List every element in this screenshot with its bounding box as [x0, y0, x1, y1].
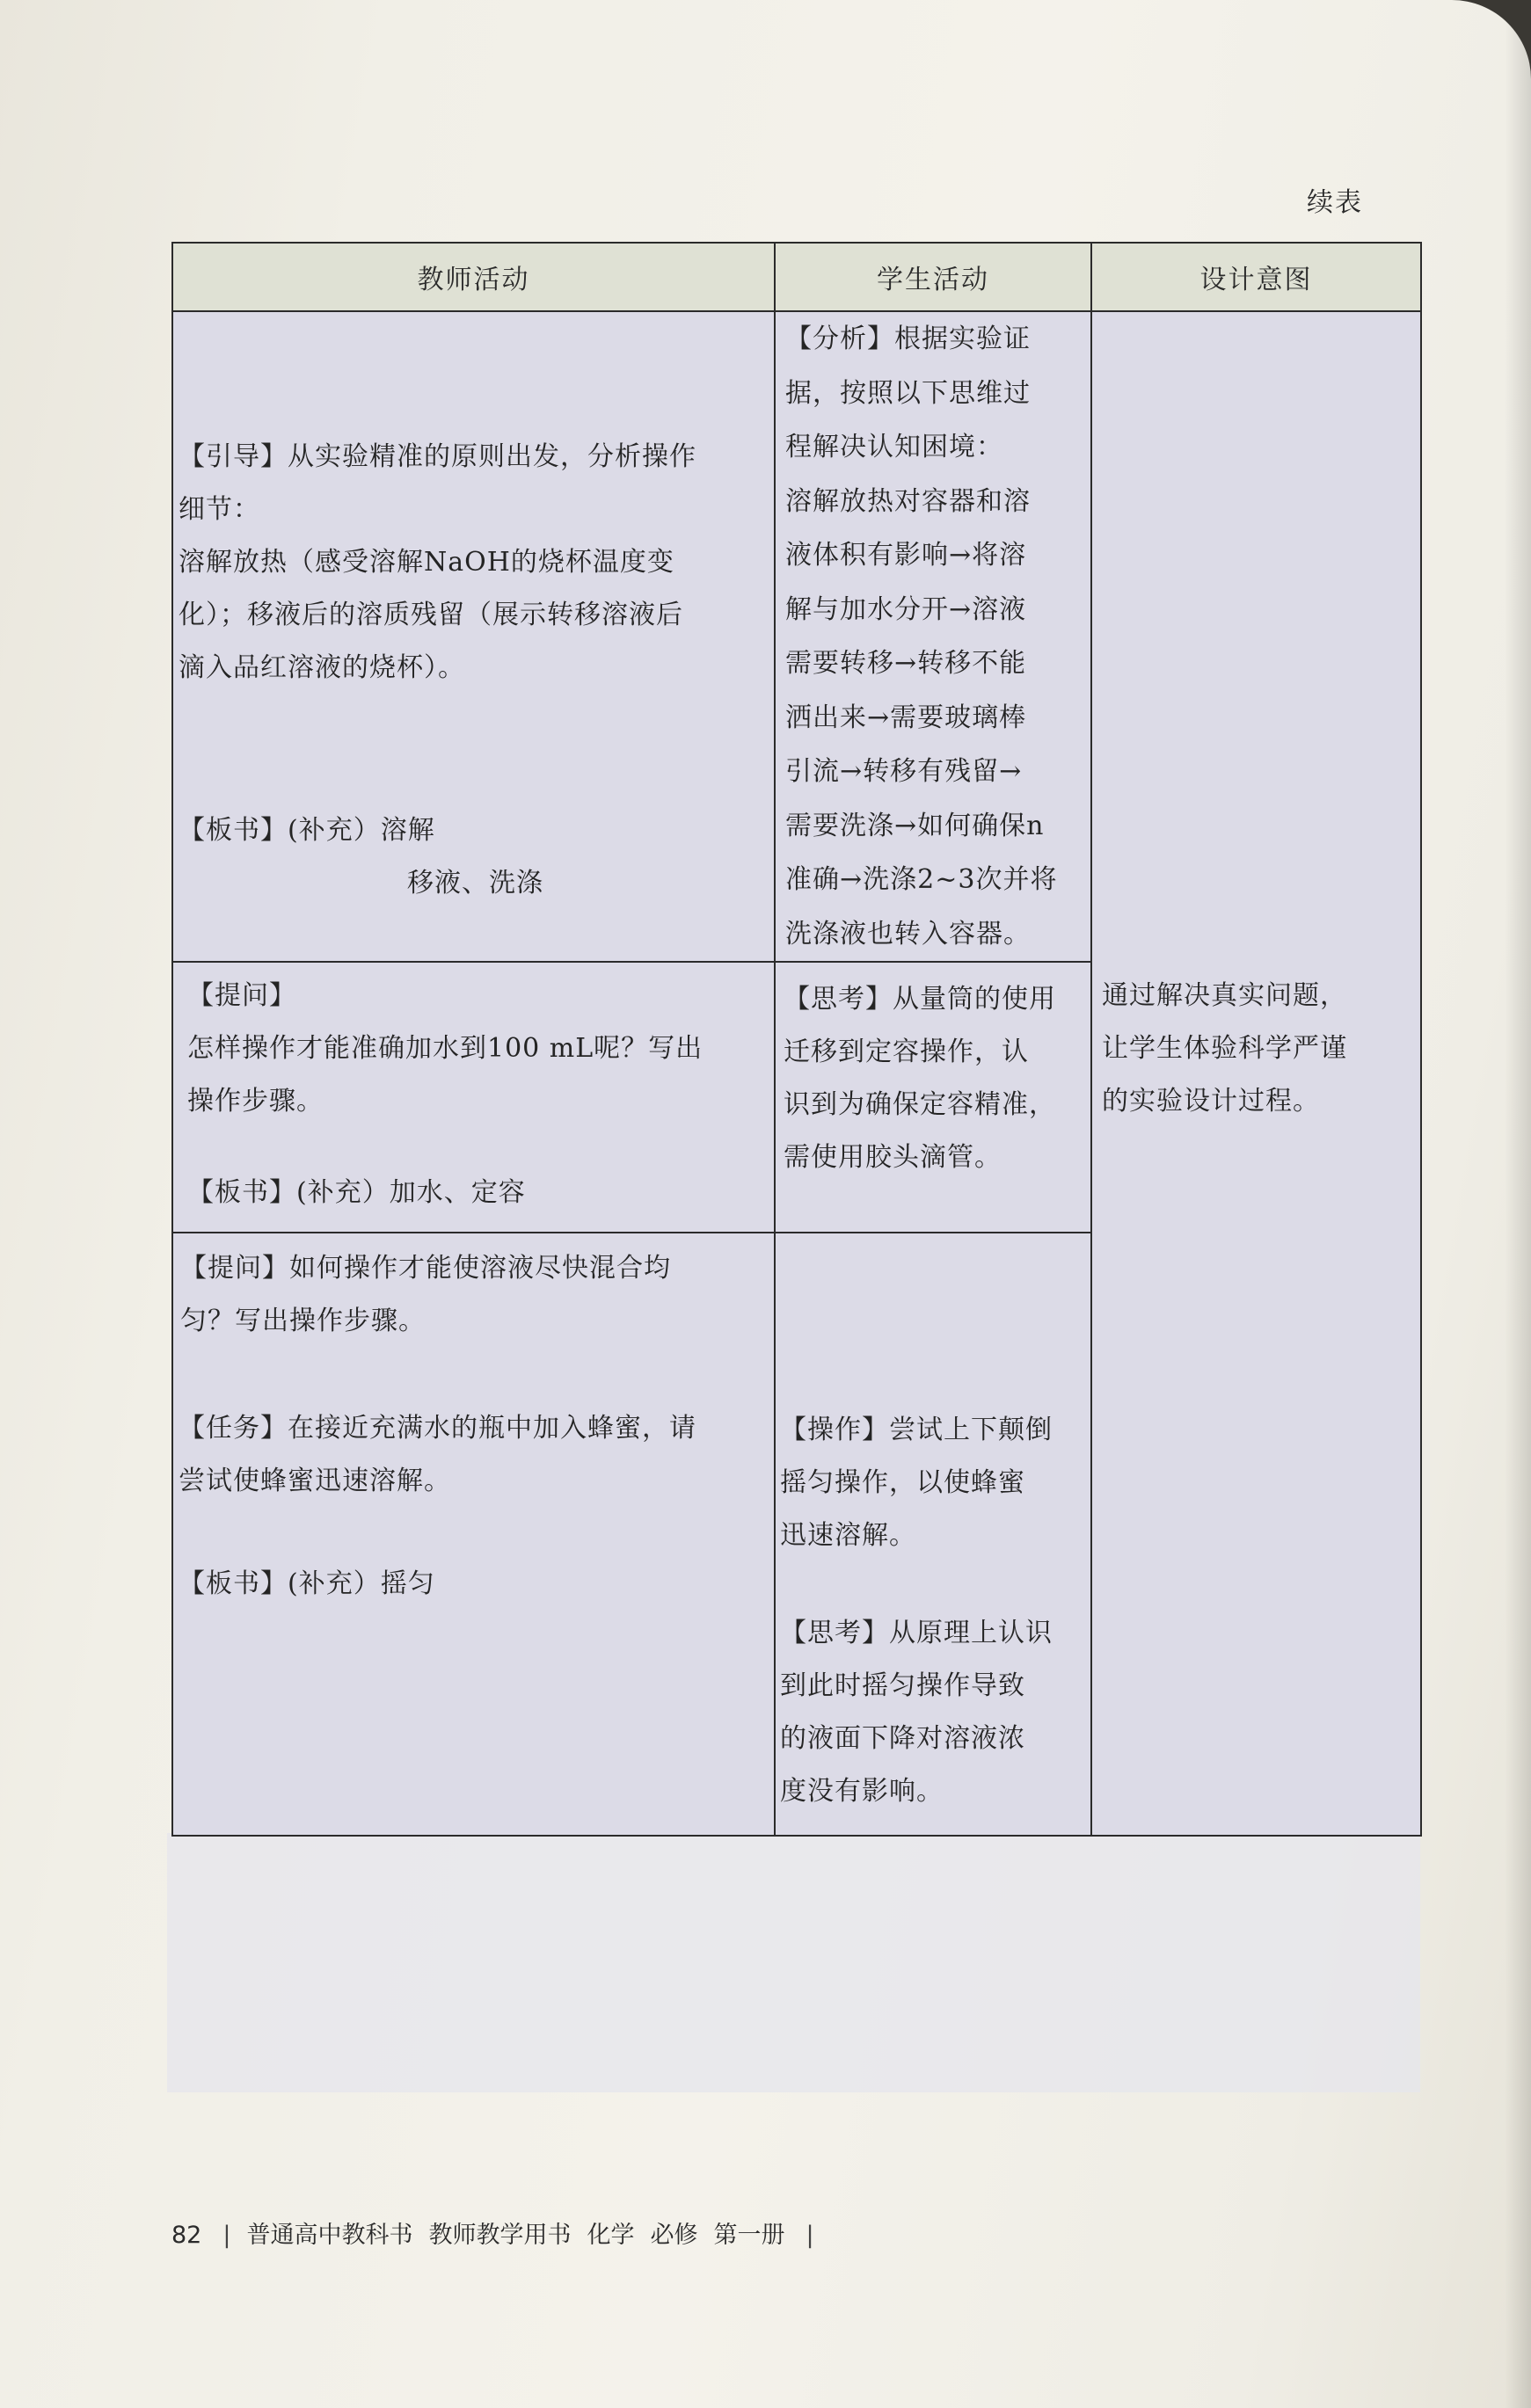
text-line: 操作步骤。: [187, 1086, 324, 1117]
footer-separator-end: |: [806, 2222, 814, 2249]
student-operate-text: [780, 1404, 1088, 1562]
text-line: 【板书】(补充）摇匀: [179, 1568, 435, 1599]
text-line: 需要转移→转移不能: [785, 648, 1027, 679]
text-line: 解与加水分开→溶液: [785, 593, 1027, 625]
text-line: 【思考】从原理上认识: [780, 1618, 1053, 1648]
text-line: 【分析】根据实验证: [785, 324, 1031, 354]
lesson-table: [171, 242, 1420, 1833]
text-line: 【提问】: [187, 980, 296, 1011]
footer-subject: 化学: [587, 2222, 635, 2249]
text-line: 【提问】如何操作才能使溶液尽快混合均: [180, 1253, 671, 1284]
text-line: 【操作】尝试上下颠倒: [780, 1415, 1053, 1445]
text-line: 需要洗涤→如何确保n: [785, 810, 1045, 841]
teacher-board-text-3: [179, 1558, 768, 1611]
student-think-text-1: [784, 973, 1087, 1184]
text-line: 度没有影响。: [780, 1776, 944, 1807]
footer-level: 必修: [650, 2222, 698, 2249]
teacher-board-text-2: [187, 1167, 768, 1219]
intent-text: [1102, 970, 1410, 1128]
text-line: 到此时摇匀操作导致: [780, 1670, 1025, 1701]
lower-shaded-area: [167, 1833, 1420, 2092]
teacher-guidance-text: [179, 431, 768, 695]
text-line: 移液、洗涤: [407, 868, 543, 898]
student-think-text-2: [780, 1607, 1088, 1818]
text-line: 溶解放热对容器和溶: [785, 485, 1031, 517]
text-line: 匀？写出操作步骤。: [180, 1306, 426, 1336]
footer-book: 普通高中教科书: [246, 2222, 413, 2249]
text-line: 迁移到定容操作，认: [784, 1037, 1029, 1067]
text-line: 【板书】(补充）加水、定容: [187, 1177, 526, 1208]
text-line: 【任务】在接近充满水的瓶中加入蜂蜜，请: [179, 1413, 696, 1444]
page-number: 82: [171, 2222, 202, 2249]
text-line: 通过解决真实问题，: [1102, 980, 1347, 1011]
text-line: 尝试使蜂蜜迅速溶解。: [179, 1466, 451, 1496]
page-footer: [171, 2215, 830, 2250]
page-edge-shadow: [1505, 0, 1531, 2408]
text-line: 【思考】从量筒的使用: [784, 984, 1056, 1015]
text-line: 程解决认知困境：: [785, 432, 1003, 462]
text-line: 细节：: [179, 494, 260, 525]
text-line: 溶解放热（感受溶解NaOH的烧杯温度变: [179, 547, 674, 578]
text-line: 怎样操作才能准确加水到100 mL呢？写出: [187, 1033, 704, 1064]
teacher-task-text: [179, 1402, 768, 1508]
header-teacher-activity: 教师活动: [172, 243, 775, 311]
teacher-question-text-2: [180, 1242, 769, 1348]
student-analysis-text: [785, 312, 1084, 961]
text-line: 识到为确保定容精准，: [784, 1089, 1056, 1120]
footer-guide: 教师教学用书: [428, 2222, 572, 2249]
text-line: 让学生体验科学严谨: [1102, 1033, 1347, 1064]
text-line: 迅速溶解。: [780, 1520, 916, 1551]
text-line: 洗涤液也转入容器。: [785, 918, 1031, 949]
text-line: 化）；移液后的溶质残留（展示转移溶液后: [179, 600, 683, 630]
text-line: 据，按照以下思维过: [785, 377, 1031, 409]
text-line: 洒出来→需要玻璃棒: [785, 702, 1027, 733]
text-line: 的液面下降对溶液浓: [780, 1723, 1025, 1754]
teacher-question-text-1: [187, 970, 768, 1128]
text-line: 【板书】(补充）溶解: [179, 815, 435, 846]
text-line: 准确→洗涤2~3次并将: [785, 864, 1058, 895]
footer-separator: |: [222, 2222, 231, 2249]
footer-volume: 第一册: [713, 2222, 785, 2249]
text-line: 摇匀操作，以使蜂蜜: [780, 1467, 1025, 1498]
text-line: 液体积有影响→将溶: [785, 540, 1027, 571]
teacher-board-text-1: [179, 804, 768, 910]
text-line: 的实验设计过程。: [1102, 1086, 1320, 1117]
text-line: 需使用胶头滴管。: [784, 1142, 1002, 1173]
text-line: 滴入品红溶液的烧杯）。: [179, 652, 465, 683]
text-line: 引流→转移有残留→: [785, 756, 1023, 787]
header-student-activity: 学生活动: [775, 243, 1091, 311]
text-line: 【引导】从实验精准的原则出发，分析操作: [179, 441, 696, 472]
continued-label: 续表: [1307, 187, 1363, 218]
header-design-intent: 设计意图: [1091, 243, 1421, 311]
